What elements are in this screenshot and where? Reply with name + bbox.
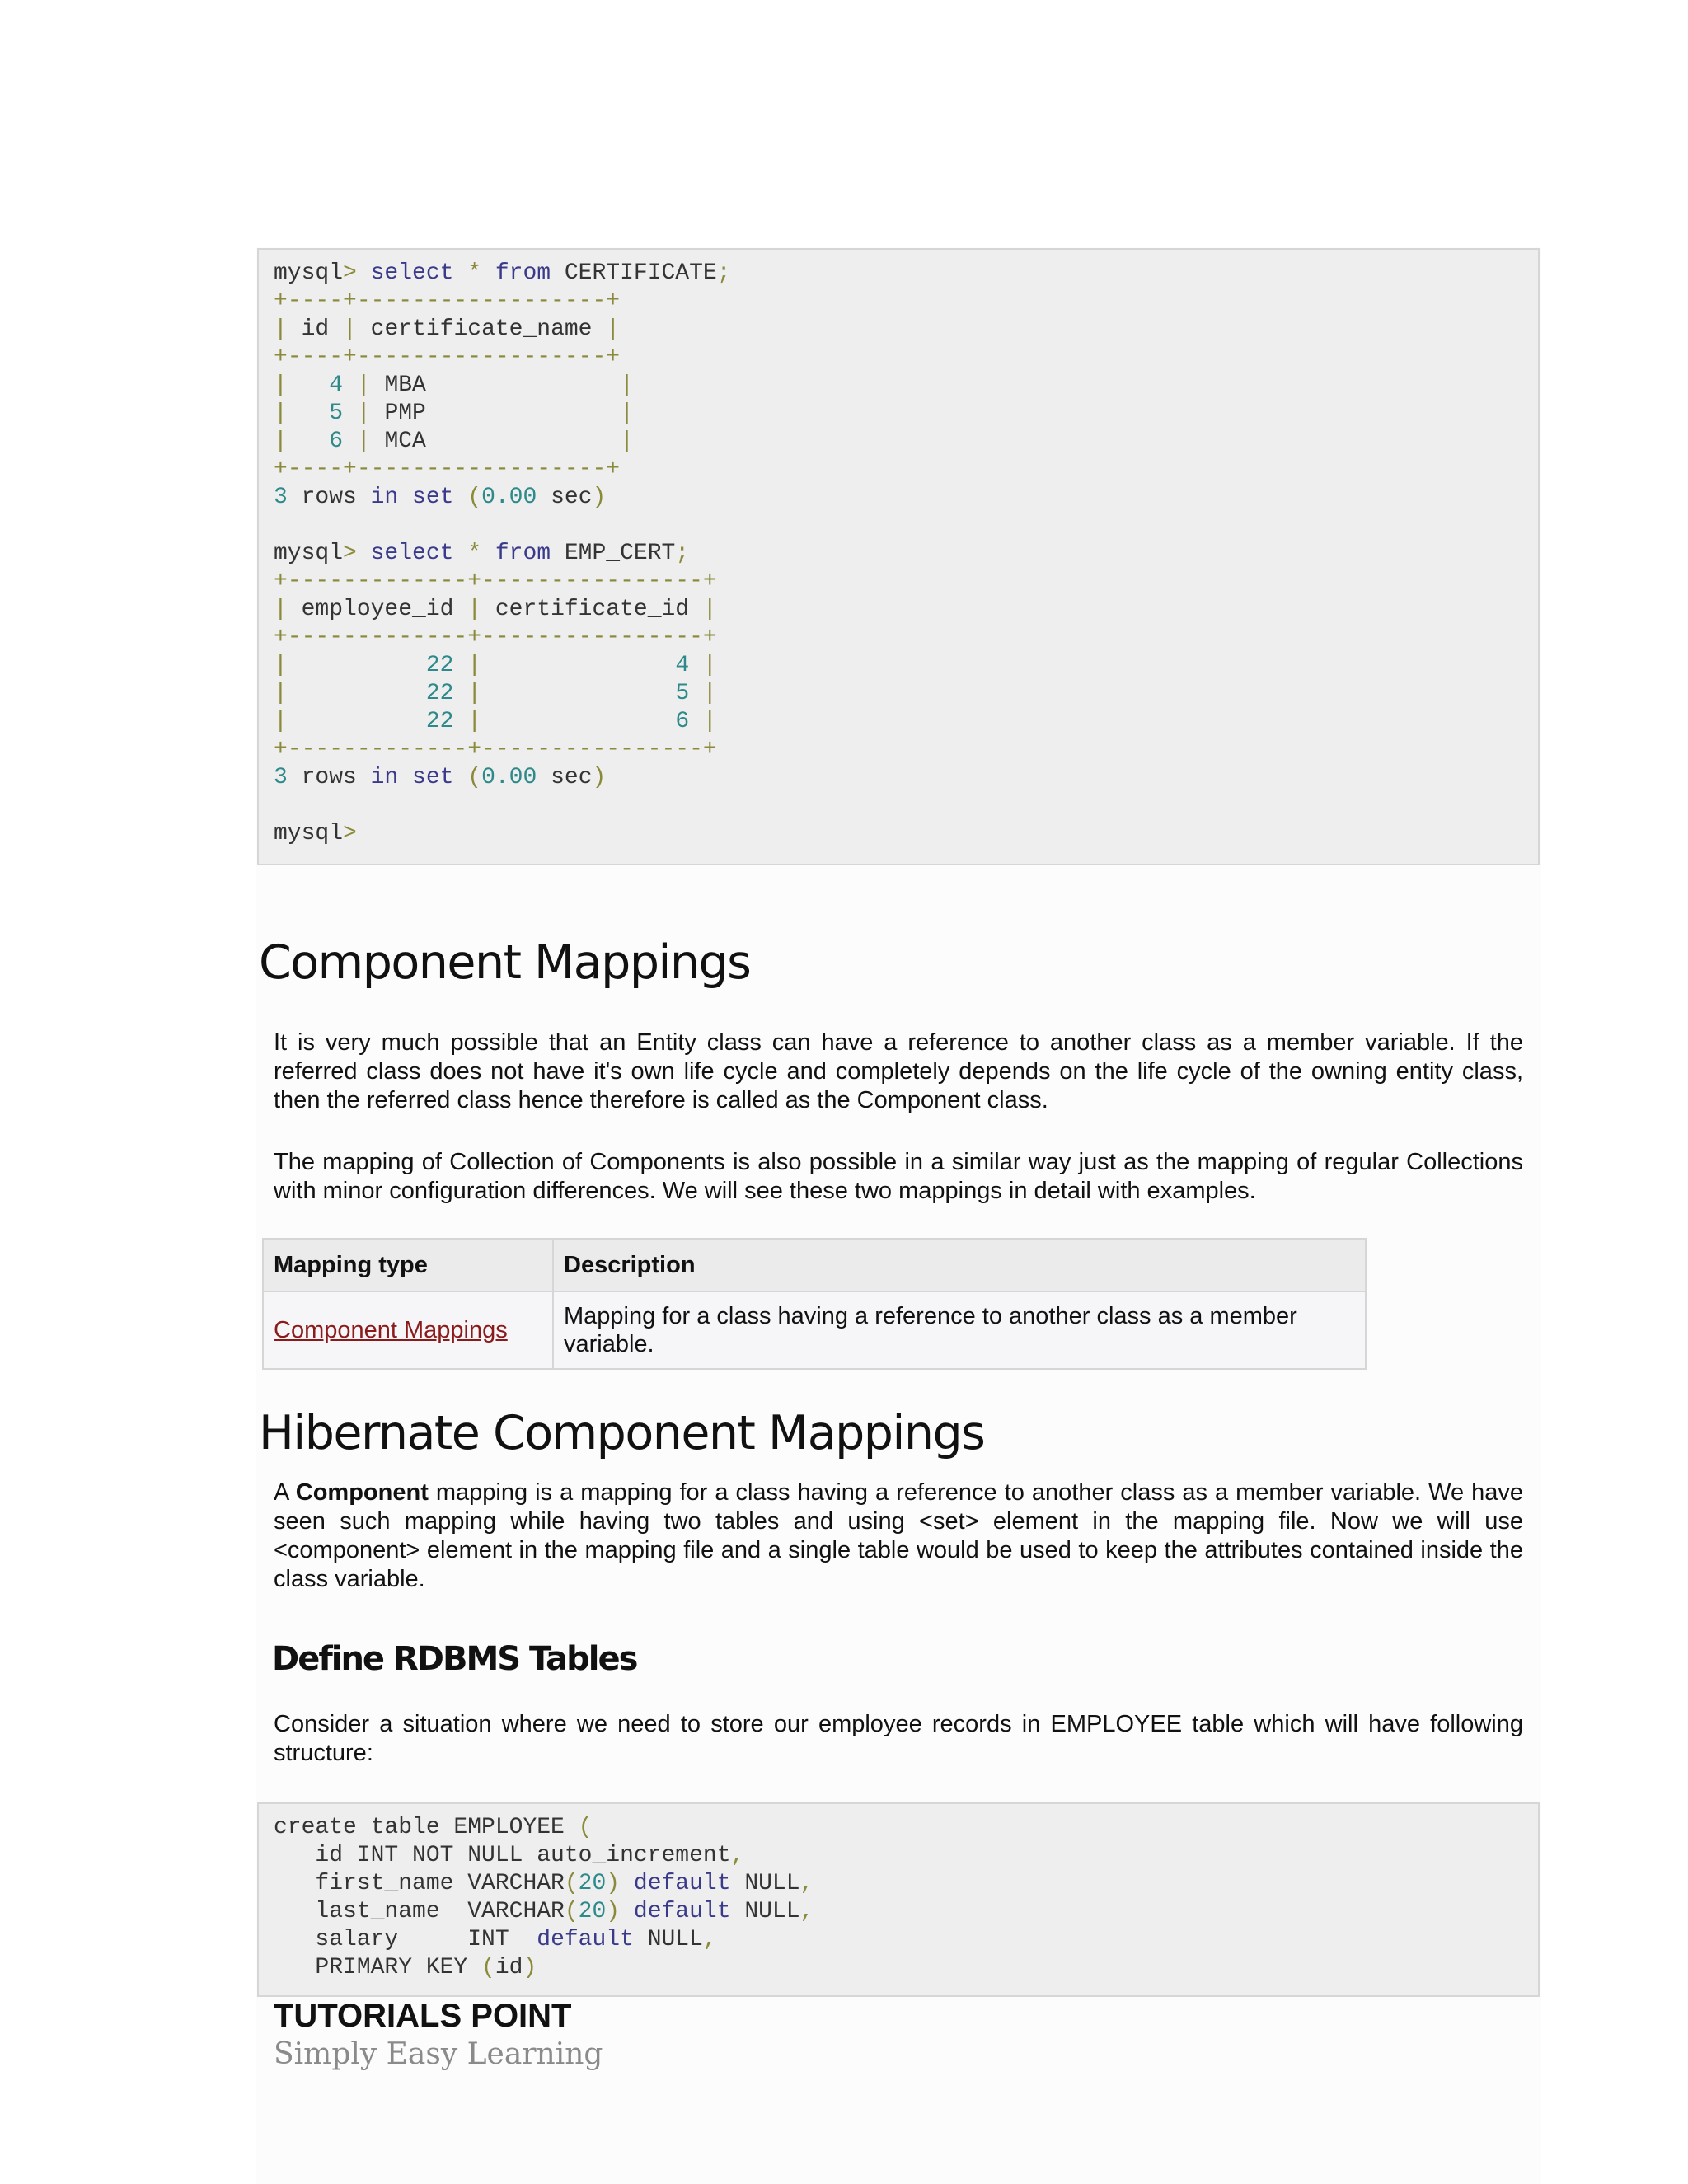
component-bold-term: Component: [295, 1479, 429, 1506]
code-line: | 6 | MCA |: [274, 429, 634, 454]
subsection-heading-define-rdbms-tables: Define RDBMS Tables: [272, 1640, 637, 1678]
section-heading-hibernate-component-mappings: Hibernate Component Mappings: [259, 1406, 985, 1460]
code-line: +----+------------------+: [274, 288, 621, 314]
code-line: | 5 | PMP |: [274, 401, 634, 426]
code-line: | 22 | 4 |: [274, 653, 717, 678]
code-line: id INT NOT NULL auto_increment,: [274, 1843, 745, 1868]
code-line: [274, 512, 1523, 540]
mapping-type-cell: [263, 1291, 553, 1369]
column-header-mapping-type: Mapping type: [263, 1239, 553, 1291]
para-prefix: A: [274, 1479, 296, 1506]
code-line: salary INT default NULL,: [274, 1927, 717, 1952]
code-line: | employee_id | certificate_id |: [274, 597, 717, 622]
code-line: 3 rows in set (0.00 sec): [274, 765, 607, 790]
code-line: +-------------+----------------+: [274, 625, 717, 650]
code-line: PRIMARY KEY (id): [274, 1955, 537, 1980]
code-line: | 22 | 5 |: [274, 681, 717, 706]
footer-tagline: Simply Easy Learning: [274, 2037, 603, 2071]
code-line: last_name VARCHAR(20) default NULL,: [274, 1899, 814, 1924]
section-heading-component-mappings: Component Mappings: [259, 935, 751, 990]
code-line: 3 rows in set (0.00 sec): [274, 485, 607, 510]
table-header-row: [263, 1239, 1366, 1291]
column-header-description: Description: [553, 1239, 1366, 1291]
create-table-code-block: [257, 1802, 1540, 1997]
code-line: +----+------------------+: [274, 344, 621, 370]
code-line: create table EMPLOYEE (: [274, 1815, 593, 1840]
description-cell: Mapping for a class having a reference to another class as a member variable.: [553, 1291, 1366, 1369]
para-rest: mapping is a mapping for a class having a reference to another class as a member variable. We have seen such mapping while having two tables and using <set> element in the mapping file. Now we will use <component> element in the mapping file and a single table would be used to keep the attributes contained inside the class variable.: [274, 1479, 1523, 1592]
table-row: [263, 1291, 1366, 1369]
mysql-output-code-block: [257, 248, 1540, 865]
intro-paragraph-1: It is very much possible that an Entity class can have a reference to another class as a member variable. If the referred class does not have it's own life cycle and completely depends on the life cycle of the owning entity class, then the referred class hence therefore is called as the Component class.: [274, 1029, 1523, 1113]
intro-paragraph-2: The mapping of Collection of Components is also possible in a similar way just as the mapping of regular Collections with minor configuration differences. We will see these two mappings in detail with examples.: [274, 1149, 1523, 1204]
component-description-paragraph: [274, 1479, 1523, 1594]
code-line: | 22 | 6 |: [274, 709, 717, 734]
employee-table-paragraph: Consider a situation where we need to store our employee records in EMPLOYEE table which will have following structure:: [274, 1711, 1523, 1766]
code-line: | id | certificate_name |: [274, 316, 621, 342]
code-line: +-------------+----------------+: [274, 569, 717, 594]
code-line: first_name VARCHAR(20) default NULL,: [274, 1871, 814, 1896]
component-mappings-link[interactable]: Component Mappings: [274, 1317, 508, 1343]
code-line: mysql> select * from EMP_CERT;: [274, 541, 690, 566]
code-line: +-------------+----------------+: [274, 737, 717, 762]
code-line: +----+------------------+: [274, 457, 621, 482]
code-line: | 4 | MBA |: [274, 373, 634, 398]
code-line: mysql> select * from CERTIFICATE;: [274, 260, 731, 286]
mapping-types-table: [262, 1238, 1367, 1370]
footer-brand: TUTORIALS POINT: [274, 1998, 572, 2034]
code-line: [274, 792, 1523, 820]
code-line: mysql>: [274, 821, 357, 846]
